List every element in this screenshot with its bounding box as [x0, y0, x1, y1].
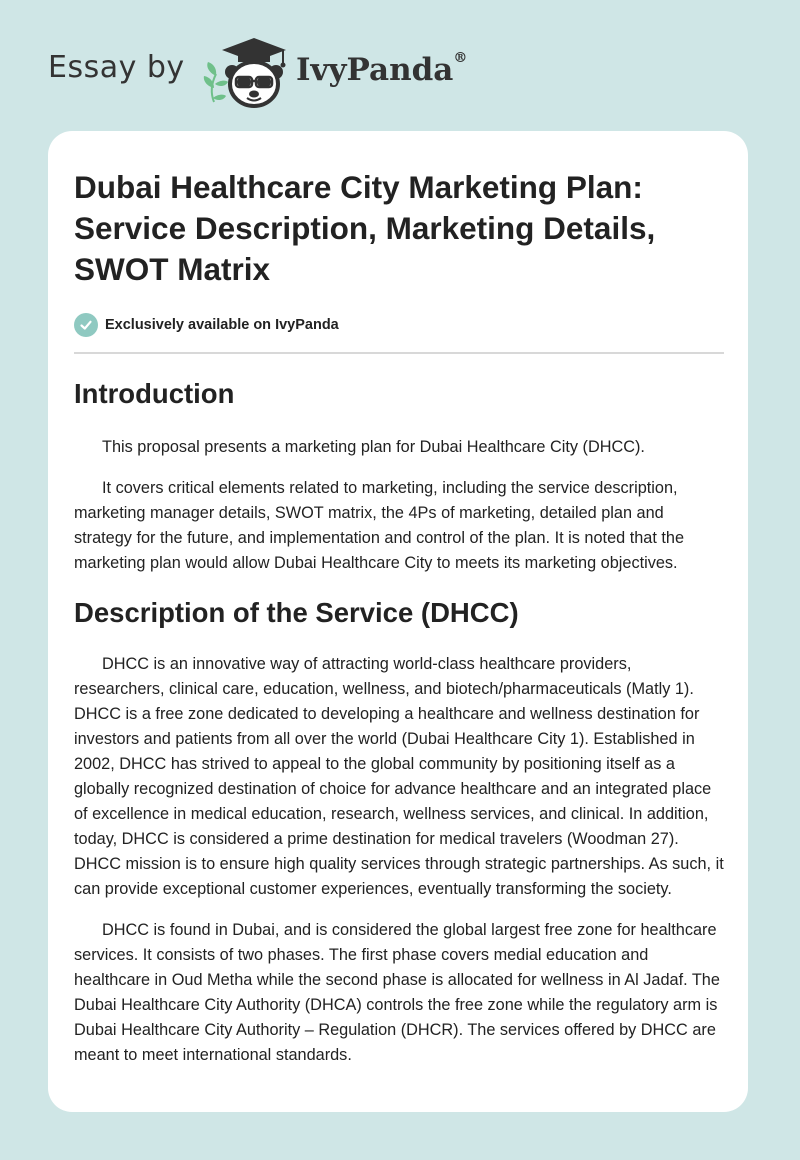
panda-logo-icon[interactable] [200, 36, 292, 110]
brand-text: IvyPanda [296, 52, 454, 88]
essay-by-label: Essay by [48, 50, 185, 85]
essay-card [48, 131, 748, 1112]
paragraph: It covers critical elements related to marketing, including the service description, marketing manager details, SWOT matrix, the 4Ps of marketing, detailed plan and strategy for the future, and implementation and control of the plan. It is noted that the marketing plan would allow Dubai Healthcare City to meets its marketing objectives. [74, 479, 685, 572]
paragraph: DHCC is an innovative way of attracting world-class healthcare providers, researchers, clinical care, education, wellness, and biotech/pharmaceuticals (Matly 1). DHCC is a free zone dedicated to developing a healthcare and wellness destination for investors and patients from all over the world (Dubai Healthcare City 1). Established in 2002, DHCC has strived to appeal to the global community by positioning itself as a globally recognized destination of choice for advance healthcare and an integrated place of excellence in medical education, research, wellness services, and clinical. In addition, today, DHCC is considered a prime destination for medical travelers (Woodman 27). DHCC mission is to ensure high quality services through strategic partnerships. As such, it can provide exceptional customer experiences, eventually transforming the society. [74, 655, 724, 898]
paragraph: This proposal presents a marketing plan for Dubai Healthcare City (DHCC). [102, 438, 645, 456]
exclusive-badge-text: Exclusively available on IvyPanda [105, 317, 339, 333]
leaf-icon [204, 62, 228, 102]
registered-mark: ® [453, 50, 468, 66]
section-heading-description: Description of the Service (DHCC) [74, 597, 519, 628]
essay-title: Dubai Healthcare City Marketing Plan: Service Description, Marketing Details, SWOT Matrix [74, 169, 656, 287]
panda-face-icon [225, 62, 283, 106]
essay-content [74, 131, 724, 1068]
title-divider [74, 352, 724, 354]
check-icon [74, 313, 98, 337]
paragraph: DHCC is found in Dubai, and is considered the global largest free zone for healthcare services. It consists of two phases. The first phase covers medial education and healthcare in Oud Metha while the second phase is allocated for wellness in Al Jadaf. The Dubai Healthcare City Authority (DHCA) controls the free zone while the regulatory arm is Dubai Healthcare City Authority – Regulation (DHCR). The services offered by DHCC are meant to meet international standards. [74, 921, 720, 1064]
section-heading-introduction: Introduction [74, 378, 235, 409]
site-header [0, 0, 800, 130]
brand-name[interactable] [296, 52, 467, 88]
exclusive-badge [74, 312, 724, 338]
